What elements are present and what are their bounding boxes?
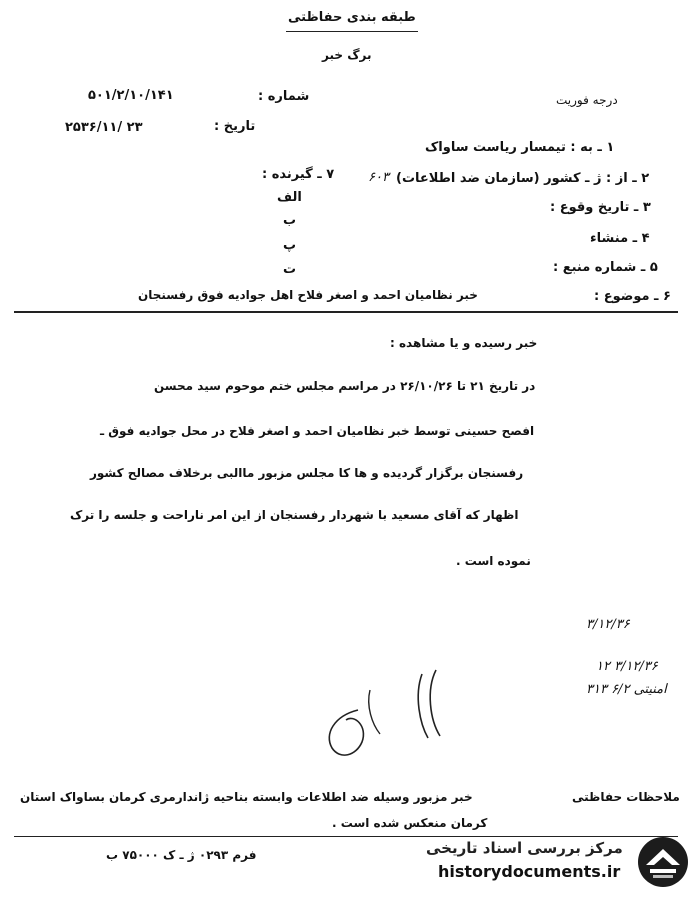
- body-intro: خبر رسیده و یا مشاهده :: [390, 336, 538, 350]
- form-title: برگ خبر: [322, 48, 372, 62]
- recipient-alef: الف: [277, 190, 302, 205]
- date-value: ۲۵۳۶/۱۱/ ۲۳: [65, 120, 143, 135]
- remarks-line-2: کرمان منعکس شده است .: [332, 816, 488, 830]
- remarks-line-1: خبر مزبور وسیله ضد اطلاعات وابسته بناحیه ژاندارمری کرمان بساواک استان: [20, 790, 473, 804]
- signature-scribble: [318, 660, 478, 770]
- body-line-1: در تاریخ ۲۱ تا ۲۶/۱۰/۲۶ در مراسم مجلس ختم موحوم سید محسن: [154, 379, 536, 393]
- heading-underline: [286, 31, 418, 32]
- body-line-2: افصح حسینی توسط خبر نظامیان احمد و اصغر فلاح در محل جوادیه فوق ـ: [100, 424, 535, 438]
- field-from-mark: ۶۰۳: [368, 170, 389, 185]
- body-line-5: نموده است .: [456, 554, 531, 568]
- classification-heading: طبقه بندی حفاظتی: [288, 10, 416, 25]
- field-subject-value: خبر نظامیان احمد و اصغر فلاح اهل جوادیه فوق رفسنجان: [138, 288, 478, 302]
- field-subject-label: ۶ ـ موضوع :: [594, 289, 671, 304]
- number-value: ۵۰۱/۲/۱۰/۱۴۱: [88, 88, 174, 103]
- archive-logo-icon: [636, 835, 690, 889]
- recipient-te: ت: [283, 262, 297, 277]
- recipient-pe: پ: [283, 238, 297, 253]
- watermark: [418, 832, 694, 892]
- body-line-4: اظهار که آقای مسعید با شهردار رفسنجان از این امر ناراحت و جلسه را ترک: [70, 508, 519, 522]
- watermark-url: historydocuments.ir: [438, 862, 621, 881]
- date-label: تاریخ :: [214, 119, 256, 134]
- field-source-number: ۵ ـ شماره منبع :: [553, 260, 658, 275]
- recipient-be: ب: [283, 213, 297, 228]
- field-event-date: ۳ ـ تاریخ وقوع :: [550, 200, 651, 215]
- handwritten-note-1: ۳/۱۲/۳۶: [586, 617, 630, 632]
- header-separator: [14, 311, 678, 313]
- number-label: شماره :: [258, 89, 310, 104]
- body-line-3: رفسنجان برگزار گردیده و ها کا مجلس مزبور ماالبی برخلاف مصالح کشور: [90, 466, 524, 480]
- field-origin: ۴ ـ منشاء: [590, 231, 650, 246]
- field-recipients-label: ۷ ـ گیرنده :: [262, 167, 335, 182]
- watermark-title: مرکز بررسی اسناد تاریخی: [426, 839, 623, 857]
- field-to: ۱ ـ به : تیمسار ریاست ساواک: [425, 140, 615, 155]
- handwritten-note-3: ۳۱۳ ۶/۲ امنیتی: [586, 682, 667, 697]
- field-from: ۲ ـ از : ژ ـ کشور (سازمان ضد اطلاعات): [396, 171, 650, 186]
- footer-form-number: فرم ۰۲۹۳ ژ ـ ک ۷۵۰۰۰ ب: [106, 848, 257, 862]
- remarks-label: ملاحظات حفاظتی: [572, 790, 680, 804]
- handwritten-note-2: ۱۲ ۳/۱۲/۳۶: [596, 659, 658, 674]
- priority-label: درجه فوریت: [556, 93, 618, 107]
